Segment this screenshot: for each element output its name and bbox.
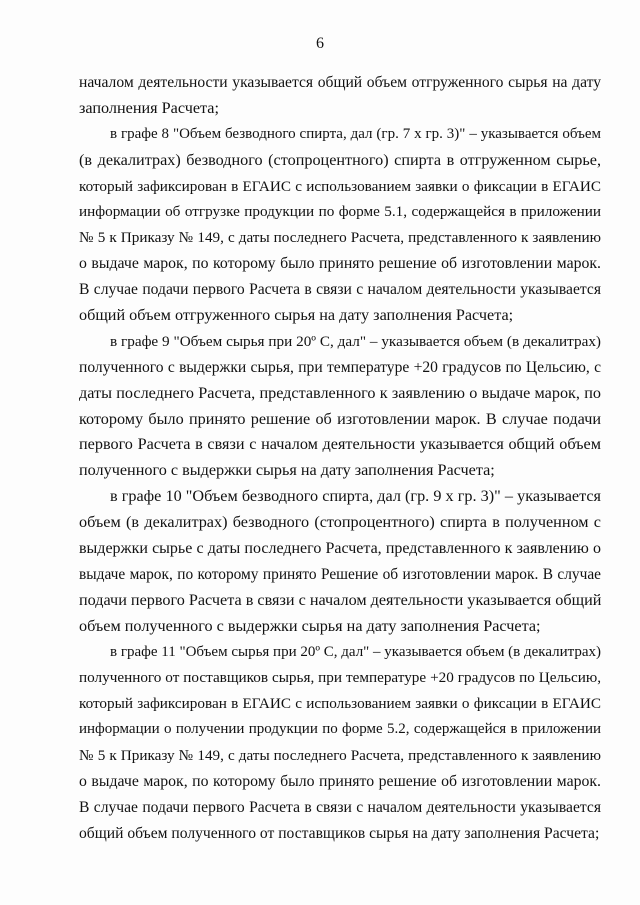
text-line: даты последнего Расчета, представленного к заявлению о выдаче марок, по xyxy=(79,383,601,402)
text-line: № 5 к Приказу № 149, с даты последнего Расчета, представленного к заявлению xyxy=(79,747,601,765)
text-line: полученного от поставщиков сырья, при температуре +20 градусов по Цельсию, xyxy=(79,669,601,687)
text-line: объем полученного с выдержки сырья на дату заполнения Расчета; xyxy=(79,616,541,635)
text-line: началом деятельности указывается общий объем отгруженного сырья на дату xyxy=(79,74,601,91)
text-line: которому было принято решение об изготовлении марок. В случае подачи xyxy=(79,409,601,428)
paragraph xyxy=(79,640,601,847)
text-line: в графе 11 "Объем сырья при 20º С, дал" – указывается объем (в декалитрах) xyxy=(110,643,602,660)
text-line: в графе 8 "Объем безводного спирта, дал (гр. 7 х гр. 3)" – указывается объем xyxy=(110,125,601,142)
document-body xyxy=(79,70,601,847)
paragraph xyxy=(79,484,601,639)
text-line: информации об отгрузке продукции по форме 5.1, содержащейся в приложении xyxy=(79,203,601,221)
text-line: в графе 10 "Объем безводного спирта, дал (гр. 9 х гр. 3)" – указывается xyxy=(110,487,601,506)
text-line: информации о получении продукции по форме 5.2, содержащейся в приложении xyxy=(79,721,601,738)
paragraph xyxy=(79,122,601,329)
text-line: полученного с выдержки сырья, при температуре +20 градусов по Цельсию, с xyxy=(79,358,601,376)
text-line: который зафиксирован в ЕГАИС с использованием заявки о фиксации в ЕГАИС xyxy=(79,695,601,713)
text-line: В случае подачи первого Расчета в связи с началом деятельности указывается xyxy=(79,281,601,299)
text-line: В случае подачи первого Расчета в связи с началом деятельности указывается xyxy=(79,798,601,816)
paragraph xyxy=(79,329,601,484)
text-line: который зафиксирован в ЕГАИС с использованием заявки о фиксации в ЕГАИС xyxy=(79,177,601,195)
text-line: общий объем отгруженного сырья на дату заполнения Расчета; xyxy=(79,306,514,325)
text-line: выдержки сырье с даты последнего Расчета, представленного к заявлению о xyxy=(79,540,601,558)
text-line: о выдаче марок, по которому было принято решение об изготовлении марок. xyxy=(79,255,601,273)
page-number: 6 xyxy=(316,35,324,52)
text-line: (в декалитрах) безводного (стопроцентного) спирта в отгруженном сырье, xyxy=(79,150,601,169)
text-line: о выдаче марок, по которому было принято решение об изготовлении марок. xyxy=(79,773,601,791)
text-line: общий объем полученного от поставщиков сырья на дату заполнения Расчета; xyxy=(79,824,600,842)
text-line: объем (в декалитрах) безводного (стопроцентного) спирта в полученном с xyxy=(79,513,601,532)
text-line: подачи первого Расчета в связи с началом деятельности указывается общий xyxy=(79,590,602,609)
text-line: первого Расчета в связи с началом деятельности указывается общий объем xyxy=(79,435,601,454)
text-line: выдаче марок, по которому принято Решение об изготовлении марок. В случае xyxy=(79,565,601,583)
text-line: № 5 к Приказу № 149, с даты последнего Расчета, представленного к заявлению xyxy=(79,229,601,247)
text-line: заполнения Расчета; xyxy=(79,98,219,117)
text-line: в графе 9 "Объем сырья при 20º С, дал" – указывается объем (в декалитрах) xyxy=(110,332,601,350)
paragraph xyxy=(79,70,601,122)
text-line: полученного с выдержки сырья на дату заполнения Расчета; xyxy=(79,461,495,480)
